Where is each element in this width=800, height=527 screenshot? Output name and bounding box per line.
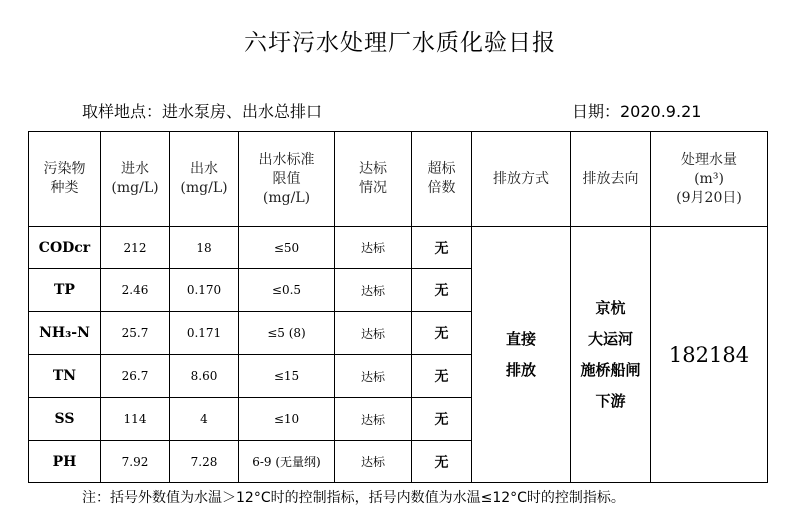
exceed-cell: 无 xyxy=(412,398,472,441)
header-pollutant: 污染物 种类 xyxy=(29,132,101,227)
exceed-cell: 无 xyxy=(412,312,472,355)
standard-cell: ≤10 xyxy=(239,398,335,441)
discharge-dest-cell: 京杭 大运河 施桥船闸 下游 xyxy=(571,227,651,483)
param-cell: CODcr xyxy=(29,227,101,269)
standard-cell: ≤0.5 xyxy=(239,269,335,312)
header-discharge-method: 排放方式 xyxy=(472,132,571,227)
effluent-cell: 8.60 xyxy=(170,355,239,398)
effluent-cell: 4 xyxy=(170,398,239,441)
influent-cell: 7.92 xyxy=(101,441,170,483)
effluent-cell: 0.170 xyxy=(170,269,239,312)
effluent-cell: 7.28 xyxy=(170,441,239,483)
header-volume: 处理水量 (m³) (9月20日) xyxy=(651,132,768,227)
header-standard: 出水标准 限值 (mg/L) xyxy=(239,132,335,227)
influent-cell: 2.46 xyxy=(101,269,170,312)
discharge-method-cell: 直接 排放 xyxy=(472,227,571,483)
report-title: 六圩污水处理厂水质化验日报 xyxy=(244,30,556,56)
exceed-cell: 无 xyxy=(412,227,472,269)
status-cell: 达标 xyxy=(335,227,412,269)
effluent-cell: 18 xyxy=(170,227,239,269)
header-compliance: 达标 情况 xyxy=(335,132,412,227)
standard-cell: ≤5 (8) xyxy=(239,312,335,355)
report-date: 日期：2020.9.21 xyxy=(572,102,702,121)
status-cell: 达标 xyxy=(335,398,412,441)
status-cell: 达标 xyxy=(335,269,412,312)
param-cell: TN xyxy=(29,355,101,398)
water-quality-table xyxy=(28,131,768,483)
header-exceed: 超标 倍数 xyxy=(412,132,472,227)
influent-cell: 212 xyxy=(101,227,170,269)
header-influent: 进水 (mg/L) xyxy=(101,132,170,227)
param-cell: TP xyxy=(29,269,101,312)
exceed-cell: 无 xyxy=(412,441,472,483)
status-cell: 达标 xyxy=(335,441,412,483)
standard-cell: ≤50 xyxy=(239,227,335,269)
table-row xyxy=(29,227,768,269)
influent-cell: 26.7 xyxy=(101,355,170,398)
param-cell: NH₃-N xyxy=(29,312,101,355)
standard-cell: ≤15 xyxy=(239,355,335,398)
header-effluent: 出水 (mg/L) xyxy=(170,132,239,227)
header-row xyxy=(29,132,768,227)
influent-cell: 114 xyxy=(101,398,170,441)
exceed-cell: 无 xyxy=(412,355,472,398)
param-cell: SS xyxy=(29,398,101,441)
header-discharge-dest: 排放去向 xyxy=(571,132,651,227)
volume-cell: 182184 xyxy=(651,227,768,483)
effluent-cell: 0.171 xyxy=(170,312,239,355)
param-cell: PH xyxy=(29,441,101,483)
exceed-cell: 无 xyxy=(412,269,472,312)
standard-cell: 6-9 (无量纲) xyxy=(239,441,335,483)
footnote: 注：括号外数值为水温＞12°C时的控制指标，括号内数值为水温≤12°C时的控制指标。 xyxy=(82,490,625,506)
status-cell: 达标 xyxy=(335,355,412,398)
sampling-location: 取样地点：进水泵房、出水总排口 xyxy=(82,102,323,121)
status-cell: 达标 xyxy=(335,312,412,355)
influent-cell: 25.7 xyxy=(101,312,170,355)
